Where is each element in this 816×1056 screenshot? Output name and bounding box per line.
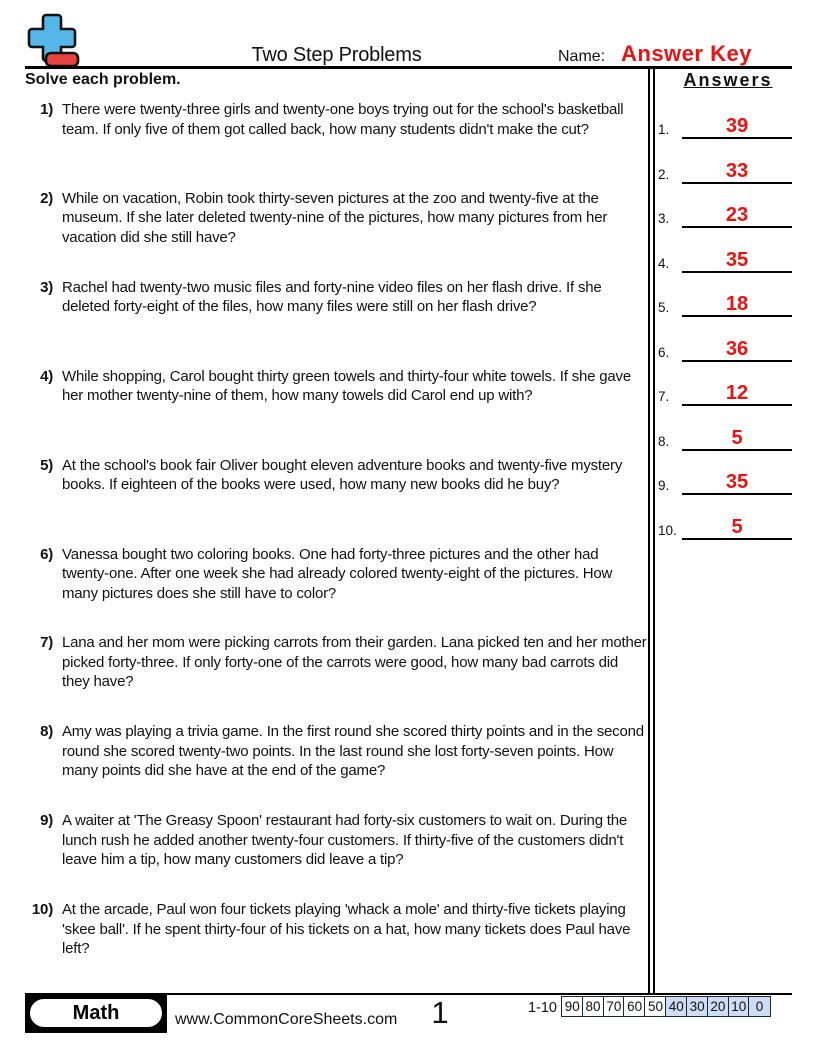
problem-text: Lana and her mom were picking carrots from their garden. Lana picked ten and her mother picked forty-three. If only forty-one of the carrots were good, how many bad carrots did they have? (62, 634, 647, 691)
answer-row (656, 151, 792, 184)
problem-number: 6) (40, 545, 53, 563)
problem-number: 9) (40, 812, 53, 830)
answers-column-divider (648, 66, 655, 993)
header-divider (25, 66, 792, 69)
answer-number: 8. (658, 433, 670, 449)
problem-item (25, 900, 648, 959)
problem-text: Rachel had twenty-two music files and forty-nine video files on her flash drive. If she deleted forty-eight of the files, how many files were still on her flash drive? (62, 278, 602, 316)
problem-text: Amy was playing a trivia game. In the first round she scored thirty points and in the second round she scored twenty-two points. In the last round she lost forty-seven points. How many points did she have at the end of the game? (62, 723, 644, 780)
answer-row (656, 373, 792, 406)
score-cell: 20 (707, 996, 730, 1017)
answer-value: 35 (682, 472, 792, 495)
answer-row (656, 462, 792, 495)
problem-item (25, 367, 648, 406)
problem-text: While on vacation, Robin took thirty-seven pictures at the zoo and twenty-five at the museum. If she later deleted twenty-nine of the pictures, how many pictures from her vacation did she still have? (62, 189, 608, 246)
answer-value: 36 (682, 339, 792, 362)
answer-number: 4. (658, 255, 670, 271)
answer-value: 5 (682, 517, 792, 540)
problem-item (25, 189, 648, 248)
answer-number: 2. (658, 166, 670, 182)
answer-value: 18 (682, 294, 792, 317)
problem-text: There were twenty-three girls and twenty-one boys trying out for the school's basketball team. If only five of them got called back, how many students didn't make the cut? (62, 101, 624, 138)
score-cell: 40 (665, 996, 688, 1017)
answer-number: 3. (658, 211, 670, 227)
score-cell: 30 (686, 996, 709, 1017)
problem-text: At the school's book fair Oliver bought eleven adventure books and twenty-five mystery books. If eighteen of the books were used, how many new books did he buy? (62, 456, 623, 494)
score-cell: 60 (623, 996, 646, 1017)
problem-number: 8) (40, 723, 53, 741)
score-range-label: 1-10 (527, 1000, 557, 1016)
answer-value: 35 (682, 250, 792, 273)
worksheet-title: Two Step Problems (251, 44, 422, 66)
answer-value: 33 (682, 161, 792, 184)
answer-number: 7. (658, 389, 670, 405)
answer-number: 6. (658, 344, 670, 360)
score-cell: 50 (644, 996, 667, 1017)
name-label: Name: (558, 48, 606, 65)
instructions-text: Solve each problem. (25, 71, 181, 88)
score-cell: 0 (748, 996, 771, 1017)
problem-text: A waiter at 'The Greasy Spoon' restaurant had forty-six customers to wait on. During the lunch rush he added another twenty-four customers. If thirty-five of the customers didn't leave him a tip, how many customers did leave a tip? (62, 812, 628, 869)
problem-number: 3) (40, 278, 53, 296)
problem-item (25, 811, 648, 870)
answer-row (656, 195, 792, 228)
answer-number: 1. (658, 122, 670, 137)
subject-label: Math (29, 998, 163, 1028)
score-cell: 80 (582, 996, 605, 1017)
subject-badge (25, 994, 167, 1033)
answer-row (656, 418, 792, 451)
problem-item (25, 633, 648, 692)
answer-number: 10. (658, 522, 677, 538)
answer-value: 5 (682, 428, 792, 451)
answer-number: 5. (658, 300, 670, 316)
answer-value: 23 (682, 205, 792, 228)
problem-number: 1) (40, 101, 53, 118)
problem-number: 5) (40, 456, 53, 474)
problem-item (25, 456, 648, 495)
score-cell: 10 (728, 996, 751, 1017)
score-table (561, 996, 771, 1017)
answers-heading: Answers (683, 70, 773, 90)
problem-item (25, 545, 648, 604)
answer-row (656, 507, 792, 540)
problem-number: 2) (40, 189, 53, 207)
problem-number: 7) (40, 634, 53, 652)
problem-text: Vanessa bought two coloring books. One had forty-three pictures and the other had twenty-one. After one week she had already colored twenty-eight of the pictures. How many pictures does she still have to color? (62, 545, 613, 602)
answer-row (656, 106, 792, 139)
answer-row (656, 329, 792, 362)
answer-value: 12 (682, 383, 792, 406)
problem-text: At the arcade, Paul won four tickets playing 'whack a mole' and thirty-five tickets playing 'skee ball'. If he spent thirty-four of his tickets on a hat, how many tickets does Paul have left? (62, 901, 631, 958)
problem-number: 10) (31, 901, 53, 919)
problem-item (25, 278, 648, 317)
page-number: 1 (431, 995, 449, 1030)
problem-number: 4) (40, 367, 53, 385)
problem-item (25, 722, 648, 781)
website-text: www.CommonCoreSheets.com (175, 1011, 398, 1028)
answer-row (656, 240, 792, 273)
score-cell: 70 (603, 996, 626, 1017)
answer-row (656, 284, 792, 317)
answer-value: 39 (682, 116, 792, 139)
answer-key-value: Answer Key (621, 41, 752, 66)
answer-number: 9. (658, 478, 670, 494)
score-cell: 90 (561, 996, 584, 1017)
problem-text: While shopping, Carol bought thirty green towels and thirty-four white towels. If she gave her mother twenty-nine of them, how many towels did Carol end up with? (62, 367, 631, 405)
problem-item (25, 100, 648, 139)
